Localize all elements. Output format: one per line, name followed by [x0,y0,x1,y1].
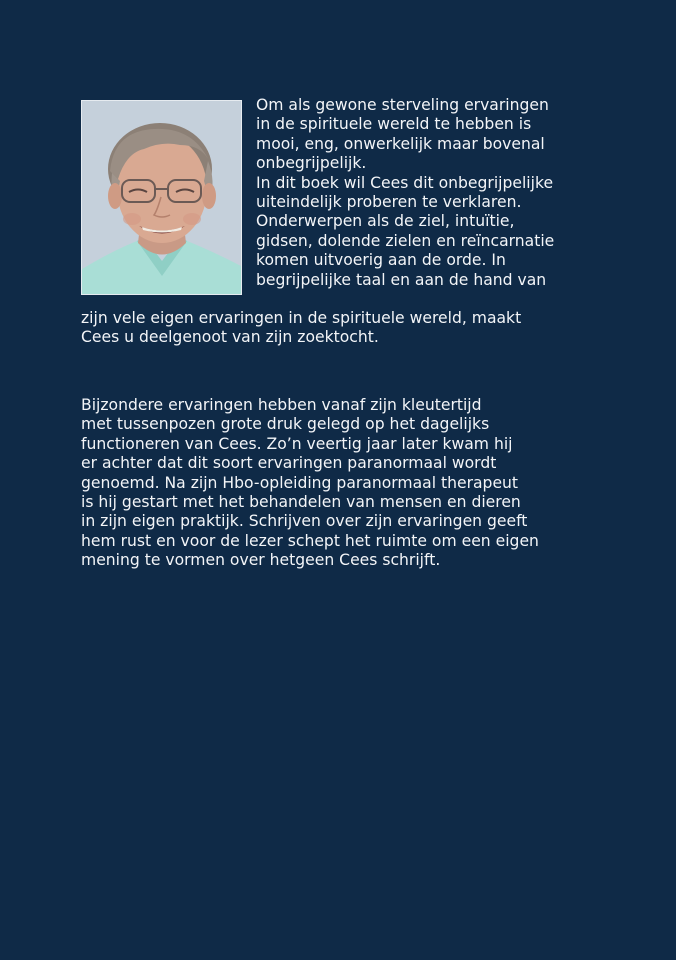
text-line: Cees u deelgenoot van zijn zoektocht. [81,328,379,347]
text-line: is hij gestart met het behandelen van mensen en dieren [81,492,521,511]
text-line: met tussenpozen grote druk gelegd op het dagelijks [81,415,490,434]
text-line: mening te vormen over hetgeen Cees schrijft. [81,551,441,570]
text-line: functioneren van Cees. Zo’n veertig jaar later kwam hij [81,434,513,453]
text-line: er achter dat dit soort ervaringen paranormaal wordt [81,454,497,473]
text-line: onbegrijpelijk. [256,154,367,173]
intro-text-beside-photo [256,96,554,290]
text-line: begrijpelijke taal en aan de hand van [256,270,547,289]
text-line: hem rust en voor de lezer schept het ruimte om een eigen [81,531,539,550]
text-line: mooi, eng, onwerkelijk maar bovenal [256,134,545,153]
text-line: genoemd. Na zijn Hbo-opleiding paranormaal therapeut [81,473,519,492]
intro-text-full-width [81,309,521,348]
author-photo [81,100,242,295]
text-line: uiteindelijk proberen te verklaren. [256,192,522,211]
text-line: in de spirituele wereld te hebben is [256,115,532,134]
text-line: Bijzondere ervaringen hebben vanaf zijn kleutertijd [81,396,482,414]
text-line: Onderwerpen als de ziel, intuïtie, [256,212,515,231]
text-line: In dit boek wil Cees dit onbegrijpelijke [256,173,554,192]
author-portrait-image [82,101,241,294]
text-line: komen uitvoerig aan de orde. In [256,251,506,270]
text-line: gidsen, dolende zielen en reïncarnatie [256,231,555,250]
text-line: in zijn eigen praktijk. Schrijven over zijn ervaringen geeft [81,512,528,531]
text-line: zijn vele eigen ervaringen in de spirituele wereld, maakt [81,309,522,327]
text-line: Om als gewone sterveling ervaringen [256,96,549,114]
author-bio-text [81,396,539,571]
